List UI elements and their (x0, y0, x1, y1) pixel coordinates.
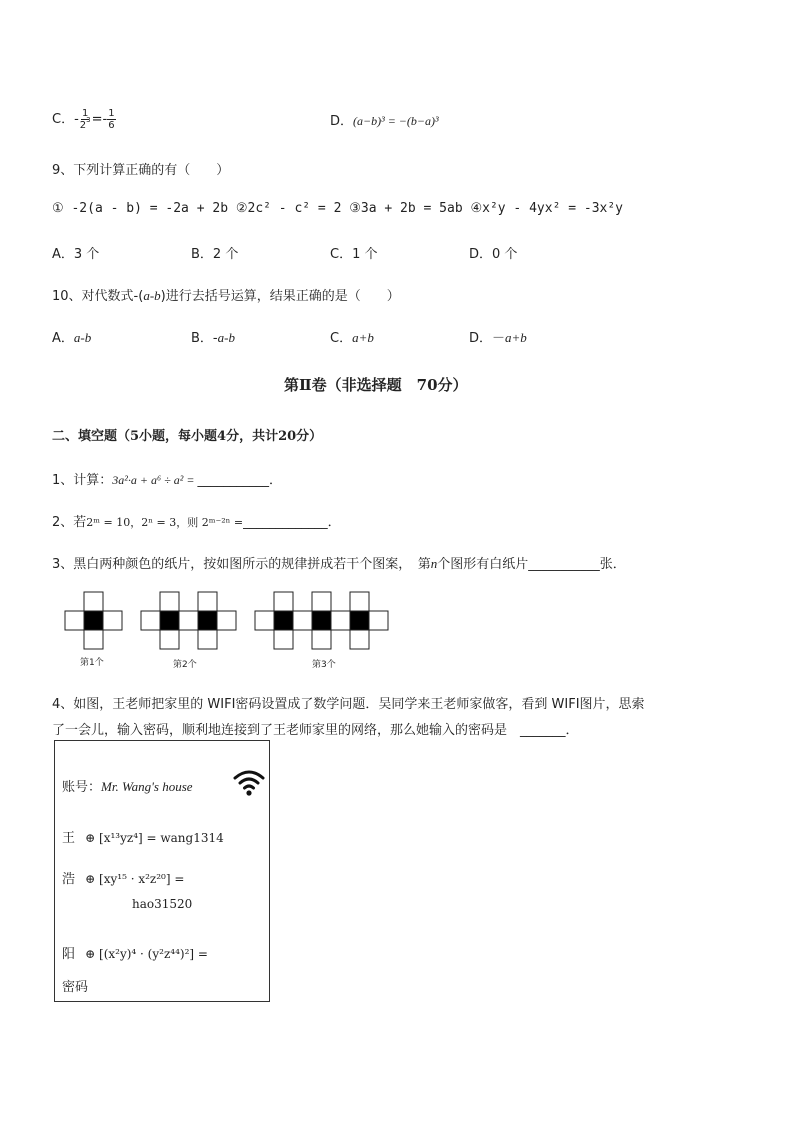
wifi-row-2: 浩 ⊕ [xy¹⁵ · x²z²⁰] = (62, 872, 185, 887)
q8-option-c: C．- $\frac{1}{2^3}$ =- $\frac{1}{6}$ (52, 108, 115, 131)
section2-subtitle: 二、填空题（5小题，每小题4分，共计20分） (52, 429, 323, 444)
q9-option-c: C．1 个 (330, 247, 378, 262)
figure-2-caption: 第2个 (173, 660, 197, 670)
fill-q2: 2、若2ᵐ = 10，2ⁿ = 3，则 2ᵐ⁻²ⁿ =_____________． (52, 515, 341, 530)
q8-option-c-fraction: $\frac{1}{2^3}$ (79, 108, 91, 131)
figure-2 (141, 592, 236, 649)
wifi-row-1: 王 ⊕ [x¹³yz⁴] = wang1314 (62, 831, 224, 846)
q10-stem: 10、对代数式-(a-b)进行去括号运算，结果正确的是（ ） (52, 288, 400, 304)
fill-q4-line2: 了一会儿，输入密码，顺利地连接到了王老师家里的网络，那么她输入的密码是 _______． (52, 723, 579, 738)
q8-option-c-label: C．- (52, 112, 79, 127)
figure-3-caption: 第3个 (312, 660, 336, 670)
wifi-row-2-result: hao31520 (132, 897, 193, 911)
fill-q1-blank[interactable]: ___________ (197, 473, 269, 488)
q10-option-b: B．-a-b (191, 330, 235, 346)
fill-q3-blank[interactable]: ___________ (528, 557, 600, 572)
wifi-row-3-result: 密码 (62, 980, 89, 995)
q8-option-c-result: $\frac{1}{6}$ (108, 108, 115, 131)
wifi-account: 账号：Mr. Wang's house (62, 779, 193, 795)
q10-option-c: C．a+b (330, 330, 374, 346)
fill-q1: 1、计算：3a²·a + a⁶ ÷ a² = ___________． (52, 473, 282, 488)
fill-q4-line1: 4、如图，王老师把家里的 WIFI密码设置成了数学问题．吴同学来王老师家做客，看到 WIFI图片，思索 (52, 697, 645, 712)
figure-1-caption: 第1个 (80, 658, 104, 668)
wifi-icon (233, 767, 265, 797)
figure-3 (255, 592, 388, 649)
q9-option-b: B．2 个 (191, 247, 239, 262)
q8-option-d: D．(a−b)³ = −(b−a)³ (330, 114, 439, 129)
q9-stem: 9、下列计算正确的有（ ） (52, 163, 230, 178)
q10-option-a: A．a-b (52, 330, 92, 346)
fill-q3: 3、黑白两种颜色的纸片，按如图所示的规律拼成若干个图案， 第n个图形有白纸片___________张． (52, 556, 626, 572)
pattern-figures (60, 590, 410, 662)
q9-items: ① -2(a - b) = -2a + 2b ②2c² - c² = 2 ③3a + 2b = 5ab ④x²y - 4yx² = -3x²y (52, 201, 624, 216)
fill-q2-blank[interactable]: _____________ (243, 515, 328, 530)
q9-option-d: D．0 个 (469, 247, 518, 262)
wifi-card (54, 740, 270, 1002)
q10-option-d: D．－a+b (469, 330, 527, 346)
q9-option-a: A．3 个 (52, 247, 100, 262)
figure-1 (65, 592, 122, 649)
section2-title: 第Ⅱ卷（非选择题 70分） (284, 376, 468, 394)
wifi-row-3: 阳 ⊕ [(x²y)⁴ · (y²z⁴⁴)²] = (62, 947, 208, 962)
